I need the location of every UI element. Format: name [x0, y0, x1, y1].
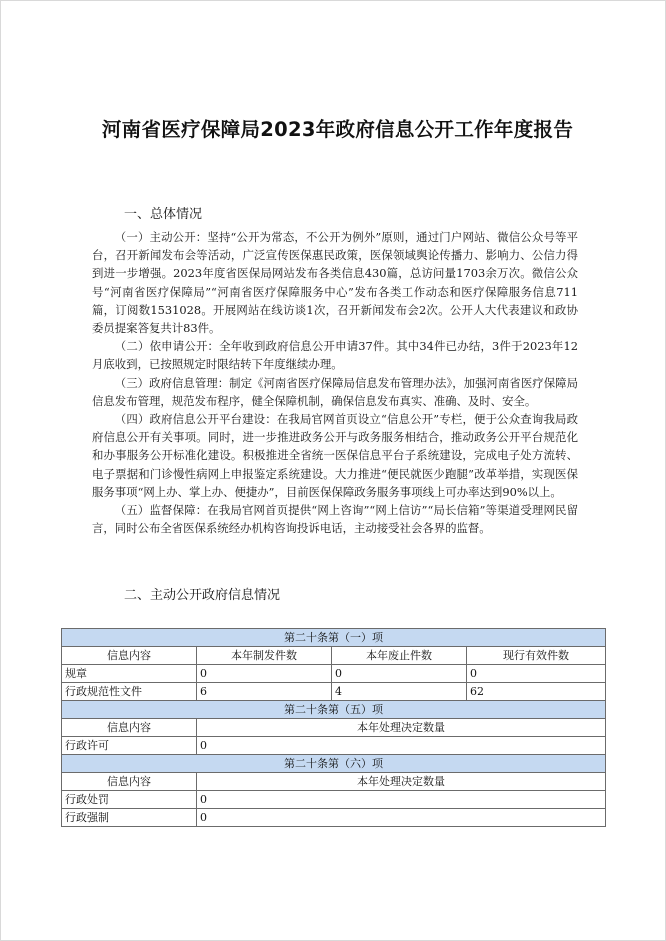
column-header: 信息内容: [62, 773, 197, 791]
table-cell: 0: [197, 791, 606, 809]
table-cell: 0: [197, 809, 606, 827]
column-header: 本年处理决定数量: [197, 773, 606, 791]
table-section-row: [62, 701, 606, 719]
column-header: 信息内容: [62, 647, 197, 665]
column-header: 本年制发件数: [197, 647, 332, 665]
table-cell: 0: [197, 665, 332, 683]
table-cell: 0: [197, 737, 606, 755]
table-cell: 行政强制: [62, 809, 197, 827]
section-title-art5: 第二十条第（五）项: [62, 701, 606, 719]
table-row: [62, 665, 606, 683]
section-heading-overview: 一、总体情况: [124, 207, 203, 222]
table-section-row: [62, 755, 606, 773]
table-cell: 62: [467, 683, 606, 701]
column-header: 现行有效件数: [467, 647, 606, 665]
table-cell: 行政规范性文件: [62, 683, 197, 701]
column-header: 本年处理决定数量: [197, 719, 606, 737]
paragraph-platform-construction: （四）政府信息公开平台建设：在我局官网首页设立“信息公开”专栏，便于公众查询我局政府信息公开有关事项。同时，进一步推进政务公开与政务服务相结合，推动政务公开平台规范化和办事服务公开标准化建设。积极推进全省统一医保信息平台子系统建设，完成电子处方流转、电子票据和门诊慢性病网上申报鉴定系统建设。大力推进“便民就医少跑腿”改革举措，实现医保服务事项“网上办、掌上办、便捷办”，目前医保保障政务服务事项线上可办率达到90%以上。: [92, 412, 578, 499]
report-title: 河南省医疗保障局2023年政府信息公开工作年度报告: [101, 118, 574, 141]
disclosure-table: [61, 628, 606, 827]
paragraph-info-management: （三）政府信息管理：制定《河南省医疗保障局信息发布管理办法》，加强河南省医疗保障局信息发布管理，规范发布程序，健全保障机制，确保信息发布真实、准确、及时、安全。: [92, 375, 578, 408]
table-cell: 6: [197, 683, 332, 701]
table-row: [62, 791, 606, 809]
table-cell: 4: [332, 683, 467, 701]
table-header-row: [62, 719, 606, 737]
table-row: [62, 737, 606, 755]
overview-body: [92, 228, 578, 537]
table-cell: 行政处罚: [62, 791, 197, 809]
paragraph-active-disclosure: （一）主动公开：坚持“公开为常态，不公开为例外”原则，通过门户网站、微信公众号等平台，召开新闻发布会等活动，广泛宣传医保惠民政策，医保领域舆论传播力、影响力、公信力得到进一步增强。2023年度省医保局网站发布各类信息430篇，总访问量1703余万次。微信公众号“河南省医疗保障局”“河南省医疗保障服务中心”发布各类工作动态和医疗保障服务信息711篇，订阅数1531028。开展网站在线访谈1次，召开新闻发布会2次。公开人大代表建议和政协委员提案答复共计83件。: [92, 230, 578, 336]
column-header: 信息内容: [62, 719, 197, 737]
table-section-row: [62, 629, 606, 647]
table-row: [62, 809, 606, 827]
section-heading-active-info: 二、主动公开政府信息情况: [124, 588, 281, 603]
table-cell: 0: [467, 665, 606, 683]
table-cell: 规章: [62, 665, 197, 683]
section-title-art6: 第二十条第（六）项: [62, 755, 606, 773]
paragraph-supervision: （五）监督保障：在我局官网首页提供“网上咨询”“网上信访”“局长信箱”等渠道受理网民留言，同时公布全省医保系统经办机构咨询投诉电话，主动接受社会各界的监督。: [92, 503, 578, 536]
table-header-row: [62, 773, 606, 791]
column-header: 本年废止件数: [332, 647, 467, 665]
table-cell: 0: [332, 665, 467, 683]
paragraph-request-disclosure: （二）依申请公开：全年收到政府信息公开申请37件。其中34件已办结，3件于2023年12月底收到，已按照规定时限结转下年度继续办理。: [92, 339, 578, 372]
table-cell: 行政许可: [62, 737, 197, 755]
section-title-art1: 第二十条第（一）项: [62, 629, 606, 647]
table-row: [62, 683, 606, 701]
table-header-row: [62, 647, 606, 665]
